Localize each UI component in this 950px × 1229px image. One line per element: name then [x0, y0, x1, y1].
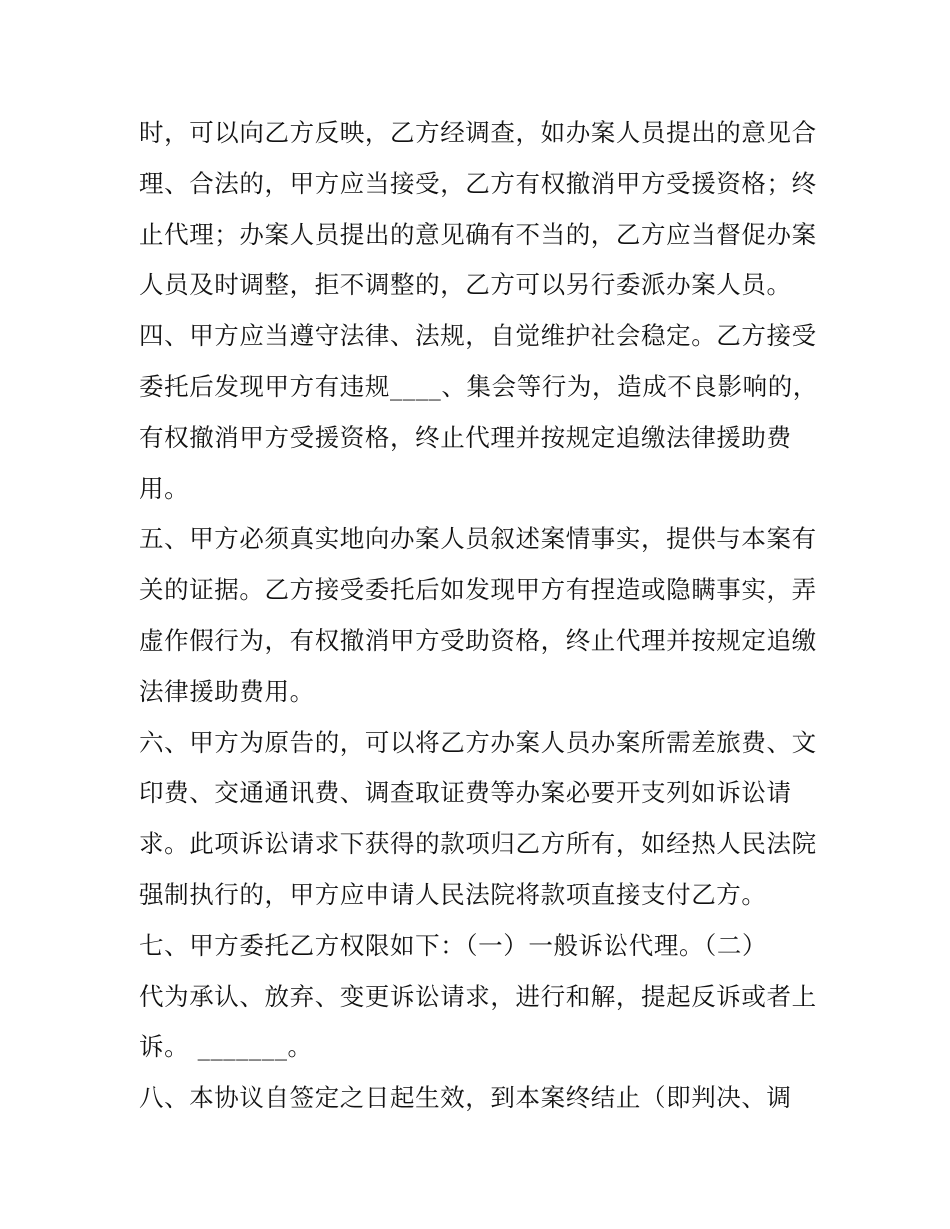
text-line: 诉。 _______。 [139, 1032, 313, 1062]
text-line: 有权撤消甲方受援资格，终止代理并按规定追缴法律援助费 [139, 422, 792, 452]
text-line: 用。 [139, 473, 190, 503]
text-line: 五、甲方必须真实地向办案人员叙述案情事实，提供与本案有 [139, 524, 817, 554]
text-line: 关的证据。乙方接受委托后如发现甲方有捏造或隐瞒事实，弄 [139, 575, 817, 605]
text-line: 八、本协议自签定之日起生效，到本案终结止（即判决、调 [139, 1083, 792, 1113]
text-line: 七、甲方委托乙方权限如下：（一）一般诉讼代理。（二） [139, 930, 768, 960]
text-line: 人员及时调整，拒不调整的，乙方可以另行委派办案人员。 [139, 270, 792, 300]
text-line: 委托后发现甲方有违规____、集会等行为，造成不良影响的， [139, 371, 818, 401]
text-line: 理、合法的，甲方应当接受，乙方有权撤消甲方受援资格；终 [139, 168, 817, 198]
text-line: 印费、交通通讯费、调查取证费等办案必要开支列如诉讼请 [139, 778, 792, 808]
text-line: 法律援助费用。 [139, 676, 315, 706]
text-line: 时，可以向乙方反映，乙方经调查，如办案人员提出的意见合 [139, 118, 817, 147]
document-body [139, 108, 819, 1124]
text-line: 止代理；办案人员提出的意见确有不当的，乙方应当督促办案 [139, 219, 817, 249]
text-line: 四、甲方应当遵守法律、法规，自觉维护社会稳定。乙方接受 [139, 321, 817, 351]
text-line: 虚作假行为，有权撤消甲方受助资格，终止代理并按规定追缴 [139, 625, 817, 655]
text-line: 求。此项诉讼请求下获得的款项归乙方所有，如经热人民法院 [139, 829, 817, 859]
text-line: 代为承认、放弃、变更诉讼请求，进行和解，提起反诉或者上 [139, 981, 817, 1011]
text-line: 强制执行的，甲方应申请人民法院将款项直接支付乙方。 [139, 879, 767, 909]
text-line: 六、甲方为原告的，可以将乙方办案人员办案所需差旅费、文 [139, 727, 817, 757]
